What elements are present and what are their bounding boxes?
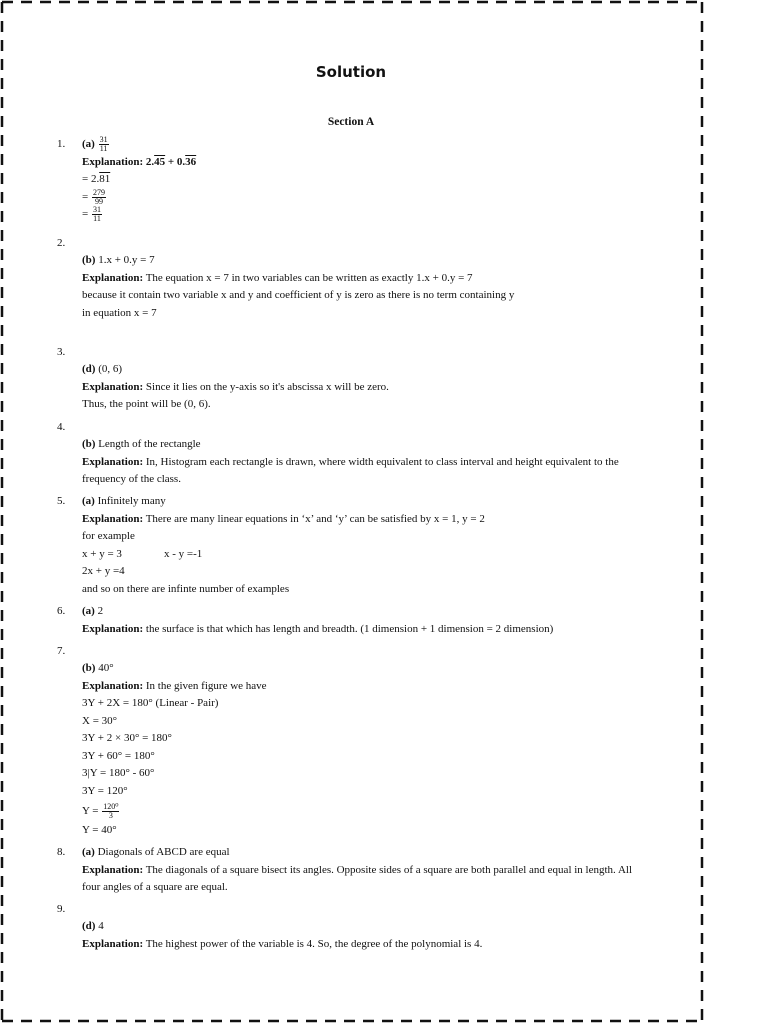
- explanation-line: and so on there are infinte number of examples: [82, 582, 290, 595]
- explanation-line: [82, 270, 682, 288]
- question-number: 4.: [57, 421, 66, 433]
- fraction-denominator: 11: [93, 213, 101, 223]
- explanation-label: Explanation:: [82, 512, 144, 525]
- explanation-line: [82, 511, 682, 529]
- answer-line: [82, 844, 682, 862]
- step-line: [82, 171, 682, 189]
- explanation-text: the surface is that which has length and breadth. (1 dimension + 1 dimension = 2 dimension): [143, 622, 554, 635]
- explanation-label: Explanation:: [82, 679, 144, 692]
- explanation-line: [82, 154, 682, 172]
- repeating-digits: 36: [185, 155, 197, 168]
- explanation-line: frequency of the class.: [82, 473, 181, 485]
- explanation-label: Explanation:: [82, 271, 144, 284]
- explanation-line: [82, 862, 682, 880]
- explanation-text: In the given figure we have: [143, 679, 267, 692]
- answer-tag: (a): [82, 846, 95, 858]
- question-body: [82, 844, 682, 897]
- step-line: 3|Y = 180° - 60°: [82, 767, 155, 779]
- answer-line: [82, 252, 682, 270]
- answer-tag: (d): [82, 920, 96, 932]
- answer-text: 4: [95, 920, 104, 932]
- explanation-label: Explanation:: [82, 622, 144, 635]
- answer-text: Diagonals of ABCD are equal: [94, 846, 230, 858]
- expr-part: + 0.: [165, 155, 186, 168]
- fraction-numerator: 120⁰: [103, 801, 119, 811]
- question-body: [82, 603, 682, 638]
- question-number: 2.: [57, 237, 66, 249]
- page-title: Solution: [315, 63, 387, 81]
- explanation-line: because it contain two variable x and y and coefficient of y is zero as there is no term containing y: [82, 289, 515, 301]
- step-fraction: [102, 803, 119, 820]
- explanation-text: The diagonals of a square bisect its angles. Opposite sides of a square are both parallel and equal in length. All: [143, 863, 632, 876]
- question-body: [82, 918, 682, 953]
- question-body: [82, 493, 682, 598]
- question-body: [82, 361, 682, 414]
- explanation-line: [82, 379, 682, 397]
- answer-line: [82, 918, 682, 936]
- answer-tag: (a): [82, 495, 95, 507]
- answer-text: 2: [94, 605, 104, 617]
- answer-tag: (b): [82, 254, 96, 266]
- answer-line: [82, 136, 682, 154]
- equation: x + y = 3: [82, 547, 122, 560]
- answer-tag: (a): [82, 605, 95, 617]
- answer-text: Infinitely many: [94, 495, 166, 507]
- expr-part: 2.: [145, 155, 155, 168]
- question-number: 5.: [57, 495, 66, 507]
- section-heading: Section A: [327, 116, 375, 128]
- equation-row: [82, 546, 682, 564]
- explanation-line: four angles of a square are equal.: [82, 881, 228, 893]
- question-body: [82, 660, 682, 840]
- step-line: 3Y + 2X = 180° (Linear - Pair): [82, 697, 219, 709]
- question-number: 7.: [57, 645, 66, 657]
- answer-fraction: [99, 136, 109, 153]
- step-line: [82, 800, 682, 822]
- explanation-text: The equation x = 7 in two variables can be written as exactly 1.x + 0.y = 7: [143, 271, 473, 284]
- explanation-text: There are many linear equations in ‘x’ and ‘y’ can be satisfied by x = 1, y = 2: [143, 512, 485, 525]
- answer-text: Length of the rectangle: [95, 438, 201, 450]
- question-number: 8.: [57, 846, 66, 858]
- step-text: Y =: [82, 805, 99, 817]
- answer-tag: (a): [82, 138, 95, 151]
- explanation-line: [82, 936, 682, 954]
- step-text: = 2.: [82, 173, 100, 185]
- explanation-line: [82, 621, 682, 639]
- fraction-denominator: 11: [99, 144, 108, 153]
- step-line: 3Y + 60° = 180°: [82, 749, 155, 762]
- answer-line: [82, 436, 682, 454]
- explanation-label: Explanation:: [82, 863, 144, 876]
- fraction-numerator: 31: [99, 135, 108, 144]
- step-line: [82, 206, 682, 223]
- step-text: =: [82, 190, 89, 203]
- step-line: X = 30°: [82, 714, 118, 727]
- explanation-text: In, Histogram each rectangle is drawn, where width equivalent to class interval and height equivalent to the: [143, 455, 619, 468]
- explanation-line: [82, 454, 682, 472]
- explanation-line: for example: [82, 530, 135, 542]
- equation: 2x + y =4: [82, 565, 125, 577]
- fraction-numerator: 279: [92, 187, 105, 197]
- answer-tag: (b): [82, 438, 96, 450]
- question-number: 9.: [57, 903, 66, 915]
- step-line: [82, 189, 682, 206]
- step-fraction: [92, 189, 106, 206]
- repeating-digits: 45: [154, 155, 166, 168]
- explanation-text: The highest power of the variable is 4. So, the degree of the polynomial is 4.: [143, 937, 483, 950]
- explanation-text: Since it lies on the y-axis so it's abscissa x will be zero.: [143, 380, 389, 393]
- explanation-line: [82, 678, 682, 696]
- explanation-line: in equation x = 7: [82, 306, 157, 319]
- fraction-denominator: 3: [108, 810, 113, 820]
- answer-line: [82, 361, 682, 379]
- fraction-numerator: 31: [92, 204, 101, 214]
- equation: x - y =-1: [164, 547, 203, 560]
- answer-line: [82, 603, 682, 621]
- explanation-label: Explanation:: [82, 380, 144, 393]
- question-body: [82, 436, 682, 489]
- explanation-label: Explanation:: [82, 937, 144, 950]
- question-number: 1.: [57, 138, 66, 150]
- step-text: =: [82, 207, 89, 220]
- answer-tag: (b): [82, 662, 96, 674]
- answer-tag: (d): [82, 363, 96, 375]
- step-line: Y = 40°: [82, 824, 117, 836]
- explanation-label: Explanation:: [82, 155, 144, 168]
- step-fraction: [92, 206, 102, 223]
- step-line: 3Y + 2 × 30° = 180°: [82, 732, 172, 744]
- question-body: [82, 136, 682, 223]
- fraction-denominator: 99: [94, 196, 103, 206]
- repeating-digits: 81: [99, 173, 111, 185]
- answer-text: (0, 6): [95, 363, 123, 375]
- question-number: 3.: [57, 346, 66, 358]
- question-body: [82, 252, 682, 322]
- answer-line: [82, 493, 682, 511]
- answer-text: 1.x + 0.y = 7: [95, 254, 155, 266]
- explanation-line: Thus, the point will be (0, 6).: [82, 398, 211, 410]
- step-line: 3Y = 120°: [82, 784, 128, 797]
- explanation-label: Explanation:: [82, 455, 144, 468]
- answer-line: [82, 660, 682, 678]
- question-number: 6.: [57, 605, 66, 617]
- answer-text: 40°: [95, 662, 114, 674]
